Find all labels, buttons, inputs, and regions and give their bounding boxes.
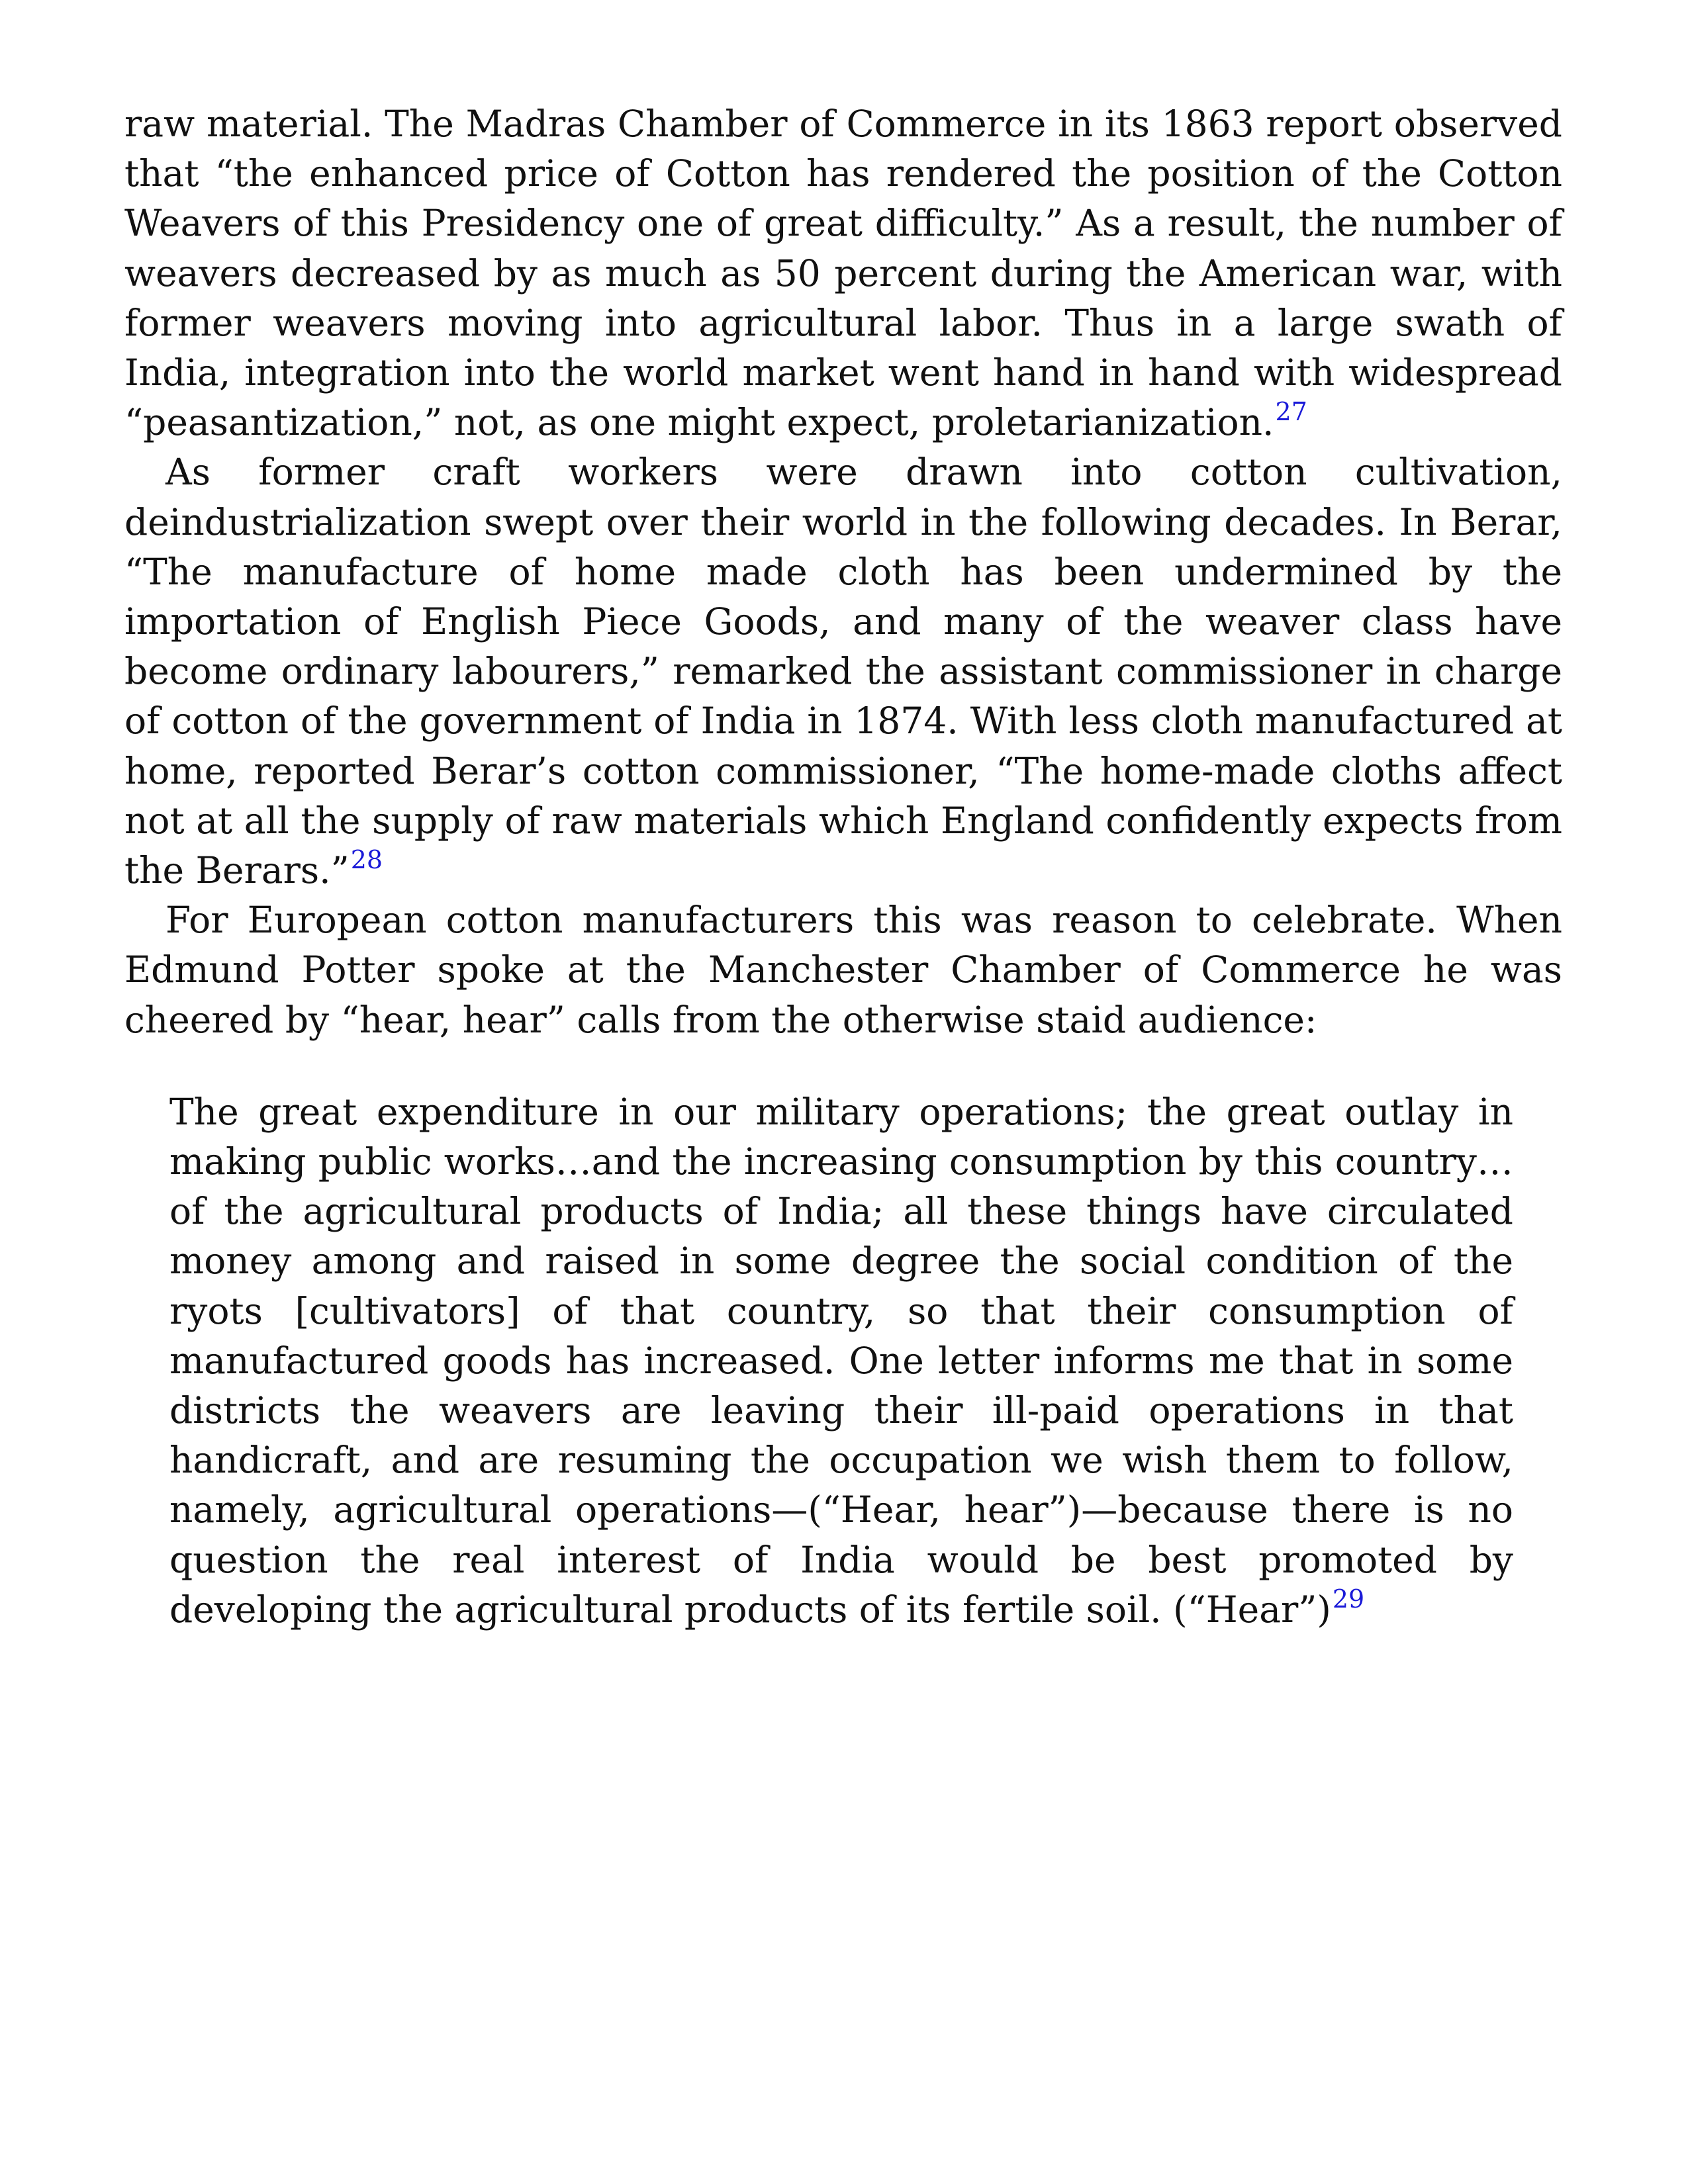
footnote-ref-27[interactable]: 27 [1275,397,1307,427]
document-page [124,99,1562,1635]
paragraph-3-text: For European cotton manufacturers this was reason to celebrate. When Edmund Potter spoke at the Manchester Chamber of Commerce he was cheered by “hear, hear” calls from the otherwise staid audience: [124,899,1562,1041]
block-quote [169,1087,1513,1635]
paragraph-2 [124,447,1562,895]
paragraph-1-text: raw material. The Madras Chamber of Commerce in its 1863 report observed that “the enhanced price of Cotton has rendered the position of the Cotton Weavers of this Presidency one of great difficulty.” As a result, the number of weavers decreased by as much as 50 percent during the American war, with former weavers moving into agricultural labor. Thus in a large swath of India, integration into the world market went hand in hand with widespread “peasantization,” not, as one might expect, proletarianization. [124,103,1562,444]
paragraph-3 [124,895,1562,1045]
paragraph-1 [124,99,1562,447]
footnote-ref-28[interactable]: 28 [350,845,383,875]
block-quote-text: The great expenditure in our military operations; the great outlay in making public works…and the increasing consumption by this country…of the agricultural products of India; all these things have circulated money among and raised in some degree the social condition of the ryots [cultivators] of that country, so that their consumption of manufactured goods has increased. One letter informs me that in some districts the weavers are leaving their ill-paid operations in that handicraft, and are resuming the occupation we wish them to follow, namely, agricultural operations—(“Hear, hear”)—because there is no question the real interest of India would be best promoted by developing the agricultural products of its fertile soil. (“Hear”) [169,1090,1513,1631]
paragraph-2-text: As former craft workers were drawn into cotton cultivation, deindustrialization swept over their world in the following decades. In Berar, “The manufacture of home made cloth has been undermined by the importation of English Piece Goods, and many of the weaver class have become ordinary labourers,” remarked the assistant commissioner in charge of cotton of the government of India in 1874. With less cloth manufactured at home, reported Berar’s cotton commissioner, “The home-made cloths affect not at all the supply of raw materials which England confidently expects from the Berars.” [124,451,1562,892]
footnote-ref-29[interactable]: 29 [1332,1584,1365,1614]
